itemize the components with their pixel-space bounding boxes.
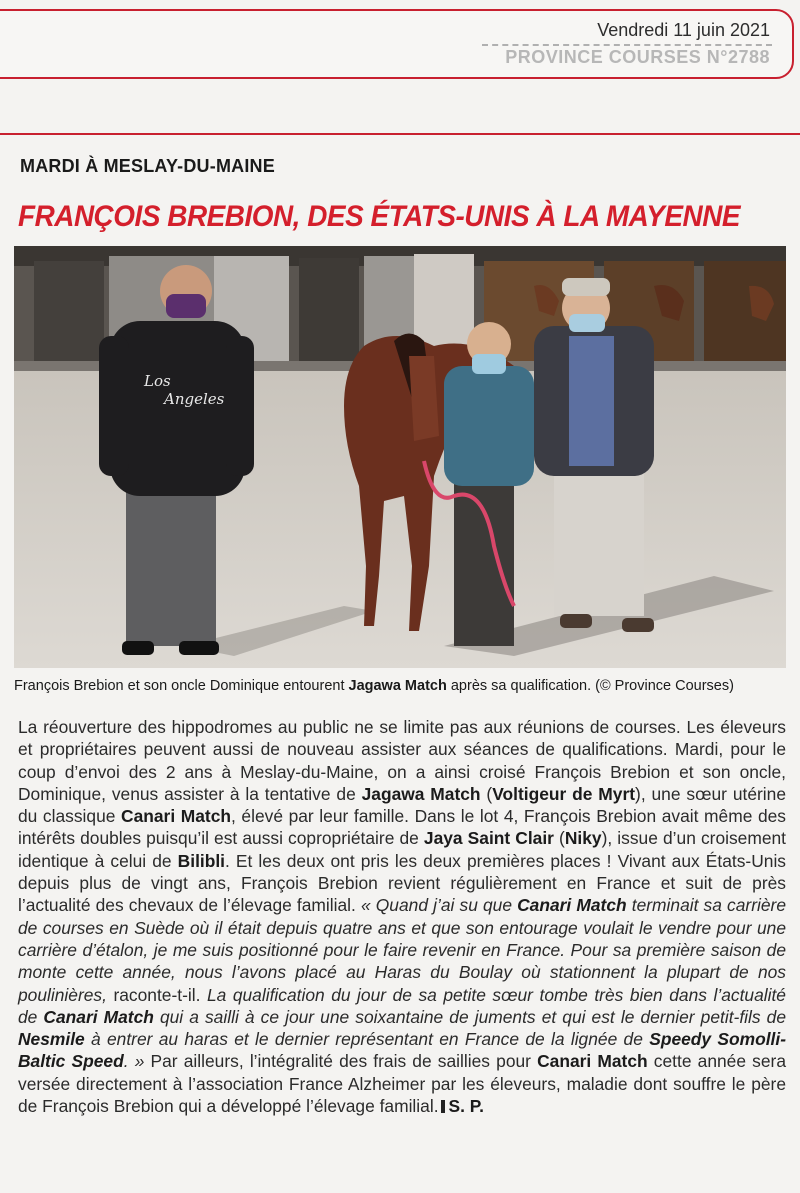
article-headline: FRANÇOIS BREBION, DES ÉTATS-UNIS À LA MAYENNE (18, 200, 741, 233)
body-text: raconte-t-il. (113, 984, 207, 1005)
caption-horse-name: Jagawa Match (348, 678, 447, 694)
horse-name: Speedy Somolli-Baltic Speed (18, 1029, 786, 1072)
quote-text: . » (123, 1051, 145, 1072)
quote-text: qui a sailli à ce jour une soixantaine de juments et qui est le dernier petit-fils de (153, 1006, 786, 1027)
body-text: , élevé par leur famille. Dans le lot 4, François Brebion avait même des intérêts doubles puisqu’il est aussi copropriétaire de (18, 806, 787, 849)
issue-number: PROVINCE COURSES N°2788 (505, 47, 770, 67)
quote-text: à entrer au haras et le dernier représentant en France de la lignée de (84, 1029, 650, 1050)
horse-name: Canari Match (537, 1051, 648, 1072)
body-text: ( (480, 783, 493, 804)
photo-illustration (14, 246, 786, 668)
end-mark-icon (441, 1100, 445, 1113)
body-text: Par ailleurs, l’intégralité des frais de saillies pour (144, 1051, 538, 1072)
horse-name: Bilibli (177, 850, 226, 871)
caption-text-end: après sa qualification. (© Province Courses) (446, 678, 734, 694)
horse-name: Nesmile (18, 1029, 85, 1050)
sweatshirt-text-top: Los (144, 372, 171, 390)
author-signature: S. P. (448, 1096, 484, 1117)
quote-text: La qualification du jour de sa petite sœur tombe très bien dans l’actualité de (18, 984, 786, 1027)
article-photo (14, 246, 786, 668)
article-kicker: MARDI À MESLAY-DU-MAINE (20, 156, 275, 176)
body-text: cette année sera versée directement à l’association France Alzheimer par les éleveurs, maladie dont souffre le père de François Brebion qui a développé l’élevage familial. (18, 1051, 786, 1117)
photo-caption (14, 678, 794, 694)
horse-name: Jagawa Match (361, 783, 481, 804)
horse-name: Jaya Saint Clair (423, 828, 554, 849)
body-text: ), une sœur utérine du classique (18, 783, 786, 827)
header-divider (482, 44, 772, 46)
body-text: . Et les deux ont pris les deux premières places ! Vivant aux États-Unis depuis plus de vingt ans, François Brebion revient régulièrement en France et suit de près l’actualité des chevaux de l’élevage familial. (18, 850, 786, 916)
section-rule (0, 133, 800, 135)
horse-name: Canari Match (121, 806, 231, 827)
quote-text: terminait sa carrière de courses en Suède où il était depuis quatre ans et que son entourage voulait le vendre pour une carrière d’étalon, je me suis positionné pour le faire revenir en France. Pour sa première saison de monte cette année, nous l’avons placé au Haras du Boulay où stationnent la plupart de nos poulinières, (18, 895, 786, 1005)
horse-name: Voltigeur de Myrt (492, 783, 636, 804)
quote-text: « Quand j’ai su que (360, 895, 518, 916)
caption-text: François Brebion et son oncle Dominique entourent (14, 678, 349, 694)
body-text: ( (553, 828, 565, 849)
body-text: La réouverture des hippodromes au public ne se limite pas aux réunions de courses. Les éleveurs et propriétaires peuvent aussi de nouveau assister aux séances de qualifications. Mardi, pour le coup d’envoi des 2 ans à Meslay-du-Maine, on a ainsi croisé François Brebion et son oncle, Dominique, venus assister à la tentative de (18, 717, 786, 804)
sweatshirt-text-bottom: Angeles (164, 390, 225, 408)
issue-date: Vendredi 11 juin 2021 (597, 20, 770, 40)
horse-name: Niky (564, 828, 602, 849)
horse-name: Canari Match (517, 895, 627, 916)
horse-name: Canari Match (43, 1006, 154, 1027)
page-header (0, 0, 800, 135)
body-text: ), issue d’un croisement identique à celui de (18, 828, 787, 871)
article-body (18, 716, 786, 1117)
